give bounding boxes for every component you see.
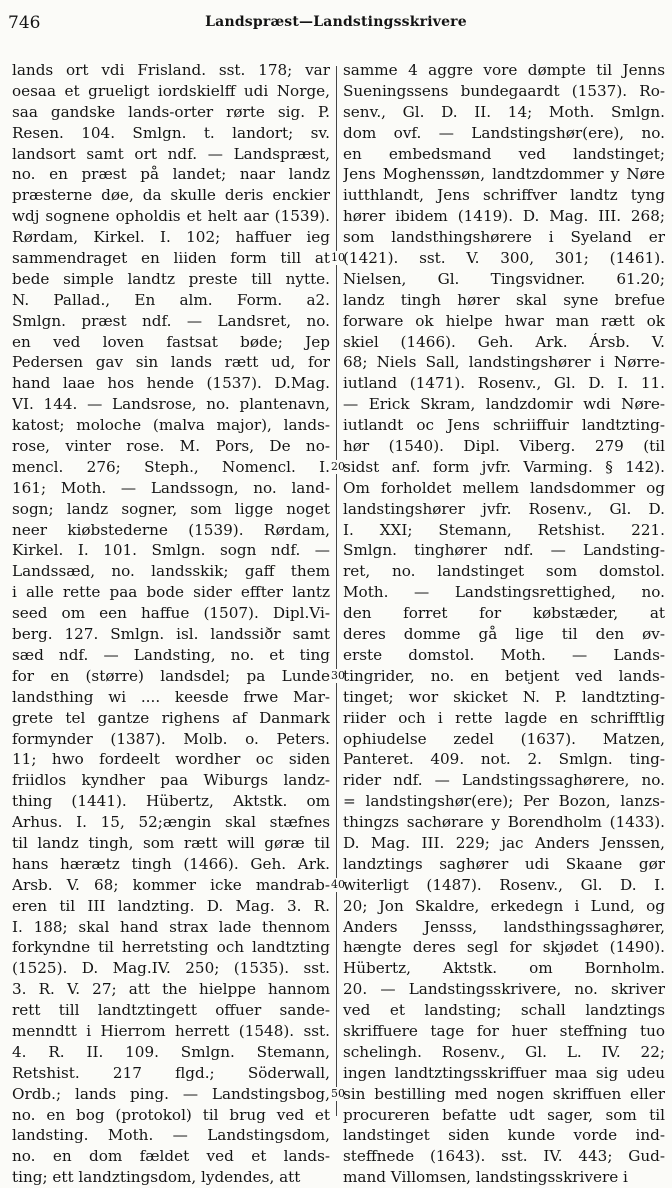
text-line: Retshist. 217 flgd.; Söderwall, xyxy=(12,1063,330,1082)
text-line: som landsthingshørere i Syeland er xyxy=(343,228,665,247)
text-line: sæd ndf. — Landsting, no. et ting xyxy=(12,645,330,664)
text-line: tinget; wor skicket N. P. landtzting- xyxy=(343,687,665,706)
text-line: menndtt i Hierrom herrett (1548). sst. xyxy=(12,1021,330,1040)
text-line: skiel (1466). Geh. Ark. Ársb. V. xyxy=(343,332,665,351)
text-line: Smlgn. præst ndf. — Landsret, no. xyxy=(12,311,330,330)
text-line: 11; hwo fordeelt wordher oc siden xyxy=(12,750,330,769)
text-line: Hübertz, Aktstk. om Bornholm. xyxy=(343,959,665,978)
text-line: Landssæd, no. landsskik; gaff them xyxy=(12,562,330,581)
line-number-marker: 40 xyxy=(331,878,345,892)
text-line: sin bestilling med nogen skriffuen eller xyxy=(343,1084,665,1103)
text-line: I. 188; skal hand strax lade thennom xyxy=(12,917,330,936)
text-line: landsort samt ort ndf. — Landspræst, xyxy=(12,144,330,163)
column-divider xyxy=(336,66,337,1116)
text-line: Anders Jensss, landsthingssaghører, xyxy=(343,917,665,936)
text-line: ret, no. landstinget som domstol. xyxy=(343,562,665,581)
text-line: iutthlandt, Jens schriffver landtz tyng xyxy=(343,186,665,205)
text-line: thingzs sachørare y Borendholm (1433). xyxy=(343,813,665,832)
text-line: I. XXI; Stemann, Retshist. 221. xyxy=(343,520,665,539)
line-number-marker: 10 xyxy=(331,251,345,265)
text-line: saa gandske lands-orter rørte sig. P. xyxy=(12,102,330,121)
text-line: lands ort vdi Frisland. sst. 178; var xyxy=(12,61,330,79)
text-line: for en (større) landsdel; pa Lunde xyxy=(12,666,330,685)
text-line: grete tel gantze righens af Danmark xyxy=(12,708,330,727)
text-line: til landz tingh, som rætt will gøræ til xyxy=(12,833,330,852)
text-line: mencl. 276; Steph., Nomencl. I. xyxy=(12,457,330,476)
text-line: no. en præst på landet; naar landz xyxy=(12,165,330,184)
text-line: formynder (1387). Molb. o. Peters. xyxy=(12,729,330,748)
text-line: ved et landsting; schall landztings xyxy=(343,1001,665,1020)
text-line: sammendraget en liiden form till at xyxy=(12,249,330,268)
text-line: hængte deres segl for skjødet (1490). xyxy=(343,938,665,957)
text-line: (1525). D. Mag.IV. 250; (1535). sst. xyxy=(12,959,330,978)
running-title: Landspræst—Landstingsskrivere xyxy=(205,14,467,30)
text-line: erste domstol. Moth. — Lands- xyxy=(343,645,665,664)
text-line: 3. R. V. 27; att the hielppe hannom xyxy=(12,980,330,999)
text-line: wdj sognene opholdis et helt aar (1539). xyxy=(12,207,330,226)
text-line: tingrider, no. en betjent ved lands- xyxy=(343,666,665,685)
text-line: Om forholdet mellem landsdommer og xyxy=(343,478,665,497)
text-line: sogn; landz sogner, som ligge noget xyxy=(12,499,330,518)
text-line: Moth. — Landstingsrettighed, no. xyxy=(343,583,665,602)
text-line: landsting. Moth. — Landstingsdom, xyxy=(12,1126,330,1145)
text-line: 68; Niels Sall, landstingshører i Nørre- xyxy=(343,353,665,372)
text-line: forware ok hielpe hwar man rætt ok xyxy=(343,311,665,330)
right-column xyxy=(343,60,665,1188)
text-line: iutland (1471). Rosenv., Gl. D. I. 11. xyxy=(343,374,665,393)
text-line: landstinget siden kunde vorde ind- xyxy=(343,1126,665,1145)
line-number-marker: 30 xyxy=(331,669,345,683)
text-line: forkyndne til herretsting och landtzting xyxy=(12,938,330,957)
text-line: 20; Jon Skaldre, erkedegn i Lund, og xyxy=(343,896,665,915)
text-line: Jens Moghenssøn, landtzdommer y Nøre xyxy=(343,165,665,184)
text-line: schelingh. Rosenv., Gl. L. IV. 22; xyxy=(343,1042,665,1061)
text-line: landsthing wi .... keesde frwe Mar- xyxy=(12,687,330,706)
text-line: 161; Moth. — Landssogn, no. land- xyxy=(12,478,330,497)
text-line: i alle rette paa bode sider effter lantz xyxy=(12,583,330,602)
text-line: — Erick Skram, landzdomir wdi Nøre- xyxy=(343,395,665,414)
text-line: sidst anf. form jvfr. Varming. § 142). xyxy=(343,457,665,476)
text-line: oesaa et grueligt iordskielff udi Norge, xyxy=(12,81,330,100)
text-line: no. en dom fældet ved et lands- xyxy=(12,1147,330,1166)
text-line: katost; moloche (malva major), lands- xyxy=(12,416,330,435)
text-line: den forret for købstæder, at xyxy=(343,604,665,623)
left-column xyxy=(12,60,330,1188)
text-line: Smlgn. tinghører ndf. — Landsting- xyxy=(343,541,665,560)
text-line: (1421). sst. V. 300, 301; (1461). xyxy=(343,249,665,268)
text-line: rider ndf. — Landstingssaghørere, no. xyxy=(343,771,665,790)
text-line: Resen. 104. Smlgn. t. landort; sv. xyxy=(12,123,330,142)
text-line: Kirkel. I. 101. Smlgn. sogn ndf. — xyxy=(12,541,330,560)
text-line: landztings saghører udi Skaane gør xyxy=(343,854,665,873)
text-line: hand laae hos hende (1537). D.Mag. xyxy=(12,374,330,393)
text-line: rett till landtztingett offuer sande- xyxy=(12,1001,330,1020)
text-line: berg. 127. Smlgn. isl. landssiðr samt xyxy=(12,625,330,644)
text-line: = landstingshør(ere); Per Bozon, lanzs- xyxy=(343,792,665,811)
text-line: dom ovf. — Landstingshør(ere), no. xyxy=(343,123,665,142)
text-line: hans hærætz tingh (1466). Geh. Ark. xyxy=(12,854,330,873)
text-line: skriffuere tage for huer steffning tuo xyxy=(343,1021,665,1040)
text-line: iutlandt oc Jens schriiffuir landtzting- xyxy=(343,416,665,435)
text-line: ingen landtztingsskriffuer maa sig udeu xyxy=(343,1063,665,1082)
text-line: bede simple landtz preste till nytte. xyxy=(12,269,330,288)
text-line: mand Villomsen, landstingsskrivere i xyxy=(343,1168,628,1187)
text-line: senv., Gl. D. II. 14; Moth. Smlgn. xyxy=(343,102,665,121)
text-line: en embedsmand ved landstinget; xyxy=(343,144,665,163)
line-number-marker: 50 xyxy=(331,1087,345,1101)
text-line: no. en bog (protokol) til brug ved et xyxy=(12,1105,330,1124)
text-line: Nielsen, Gl. Tingsvidner. 61.20; xyxy=(343,269,665,288)
text-line: riider och i rette lagde en schrifftlig xyxy=(343,708,665,727)
text-line: thing (1441). Hübertz, Aktstk. om xyxy=(12,792,330,811)
text-line: witerligt (1487). Rosenv., Gl. D. I. xyxy=(343,875,665,894)
text-line: eren til III landzting. D. Mag. 3. R. xyxy=(12,896,330,915)
text-line: Pedersen gav sin lands rætt ud, for xyxy=(12,353,330,372)
page-header xyxy=(0,0,672,40)
text-line: Sueningssens bundegaardt (1537). Ro- xyxy=(343,81,665,100)
text-line: steffnede (1643). sst. IV. 443; Gud- xyxy=(343,1147,665,1166)
text-line: samme 4 aggre vore dømpte til Jenns xyxy=(343,61,665,79)
text-line: friidlos kyndher paa Wiburgs landz- xyxy=(12,771,330,790)
text-line: landstingshører jvfr. Rosenv., Gl. D. xyxy=(343,499,665,518)
text-line: N. Pallad., En alm. Form. a2. xyxy=(12,290,330,309)
text-line: præsterne døe, da skulle deris enckier xyxy=(12,186,330,205)
text-line: VI. 144. — Landsrose, no. plantenavn, xyxy=(12,395,330,414)
text-line: ting; ett landztingsdom, lydendes, att xyxy=(12,1168,301,1187)
text-line: seed om een haffue (1507). Dipl.Vi- xyxy=(12,604,330,623)
page-number: 746 xyxy=(8,13,41,33)
text-line: hører ibidem (1419). D. Mag. III. 268; xyxy=(343,207,665,226)
text-line: neer kiøbstederne (1539). Rørdam, xyxy=(12,520,330,539)
text-line: deres domme gå lige til den øv- xyxy=(343,625,665,644)
text-line: ophiudelse zedel (1637). Matzen, xyxy=(343,729,665,748)
text-line: hør (1540). Dipl. Viberg. 279 (til xyxy=(343,437,665,456)
text-line: 4. R. II. 109. Smlgn. Stemann, xyxy=(12,1042,330,1061)
text-line: Rørdam, Kirkel. I. 102; haffuer ieg xyxy=(12,228,330,247)
text-line: landz tingh hører skal syne brefue xyxy=(343,290,665,309)
text-line: en ved loven fastsat bøde; Jep xyxy=(12,332,330,351)
text-line: Arsb. V. 68; kommer icke mandrab- xyxy=(12,875,330,894)
text-line: Ordb.; lands ping. — Landstingsbog, xyxy=(12,1084,330,1103)
text-line: D. Mag. III. 229; jac Anders Jenssen, xyxy=(343,833,665,852)
text-line: rose, vinter rose. M. Pors, De no- xyxy=(12,437,330,456)
line-number-marker: 20 xyxy=(331,460,345,474)
text-line: Arhus. I. 15, 52;ængin skal stæfnes xyxy=(12,813,330,832)
text-line: Panteret. 409. not. 2. Smlgn. ting- xyxy=(343,750,665,769)
text-line: procureren befatte udt sager, som til xyxy=(343,1105,665,1124)
text-line: 20. — Landstingsskrivere, no. skriver xyxy=(343,980,665,999)
